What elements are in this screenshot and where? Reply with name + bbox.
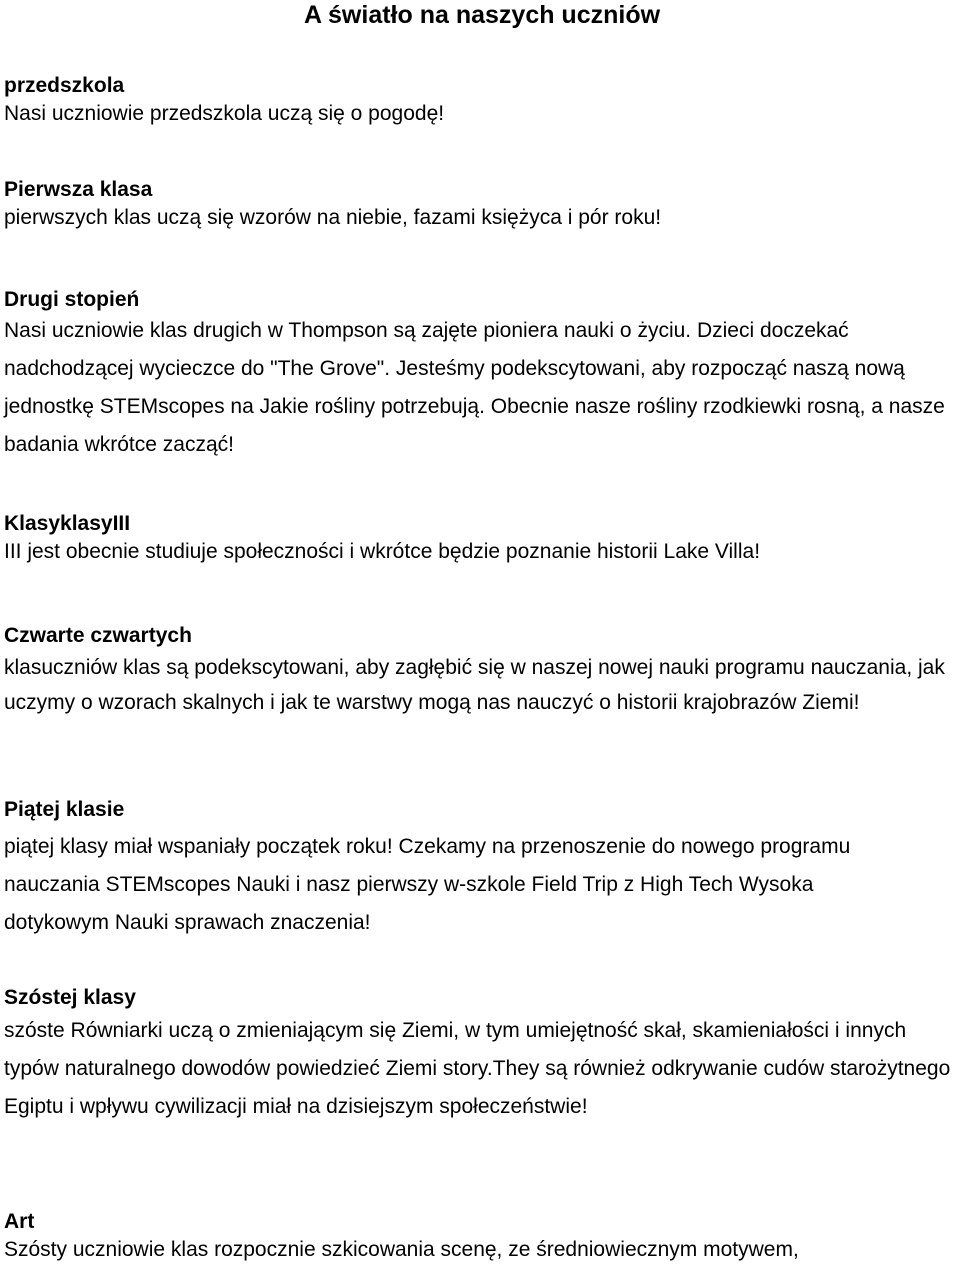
- section-kindergarten: [4, 74, 960, 128]
- section-heading: Pierwsza klasa: [4, 178, 153, 201]
- section-heading: Drugi stopień: [4, 288, 140, 311]
- section-body: Nasi uczniowie przedszkola uczą się o pogodę!: [4, 102, 445, 125]
- page-title: A światło na naszych uczniów: [303, 1, 661, 29]
- section-fifth-grade: [4, 798, 920, 942]
- section-art: [4, 1210, 960, 1264]
- section-heading: Piątej klasie: [4, 798, 125, 821]
- section-body: piątej klasy miał wspaniały początek roku! Czekamy na przenoszenie do nowego programu nauczania STEMscopes Nauki i nasz pierwszy w-szkole Field Trip z High Tech Wysoka dotykowym Nauki sprawach znaczenia!: [4, 835, 851, 934]
- section-body: Nasi uczniowie klas drugich w Thompson są zajęte pioniera nauki o życiu. Dzieci doczekać nadchodzącej wycieczce do "The Grove". Jesteśmy podekscytowani, aby rozpocząć naszą nową jednostkę STEMscopes na Jakie rośliny potrzebują. Obecnie nasze rośliny rzodkiewki rosną, a nasze badania wkrótce zacząć!: [4, 319, 945, 456]
- section-body: pierwszych klas uczą się wzorów na niebie, fazami księżyca i pór roku!: [4, 206, 662, 229]
- section-fourth-grade: [4, 624, 960, 720]
- section-heading: Szóstej klasy: [4, 986, 136, 1009]
- section-third-grade: [4, 512, 960, 566]
- section-heading: KlasyklasyIII: [4, 512, 131, 535]
- section-heading: przedszkola: [4, 74, 125, 97]
- section-body: szóste Równiarki uczą o zmieniającym się Ziemi, w tym umiejętność skał, skamieniałości i innych typów naturalnego dowodów powiedzieć Ziemi story.They są również odkrywanie cudów starożytnego Egiptu i wpływu cywilizacji miał na dzisiejszym społeczeństwie!: [4, 1019, 951, 1118]
- section-heading: Art: [4, 1210, 35, 1233]
- section-body: klasuczniów klas są podekscytowani, aby zagłębić się w naszej nowej nauki programu nauczania, jak uczymy o wzorach skalnych i jak te warstwy mogą nas nauczyć o historii krajobrazów Ziemi!: [4, 656, 945, 714]
- section-body: Szósty uczniowie klas rozpocznie szkicowania scenę, ze średniowiecznym motywem,: [4, 1238, 799, 1261]
- section-body: III jest obecnie studiuje społeczności i wkrótce będzie poznanie historii Lake Villa!: [4, 540, 761, 563]
- section-heading: Czwarte czwartych: [4, 624, 192, 647]
- section-second-grade: [4, 288, 946, 464]
- section-first-grade: [4, 178, 960, 232]
- section-sixth-grade: [4, 986, 960, 1126]
